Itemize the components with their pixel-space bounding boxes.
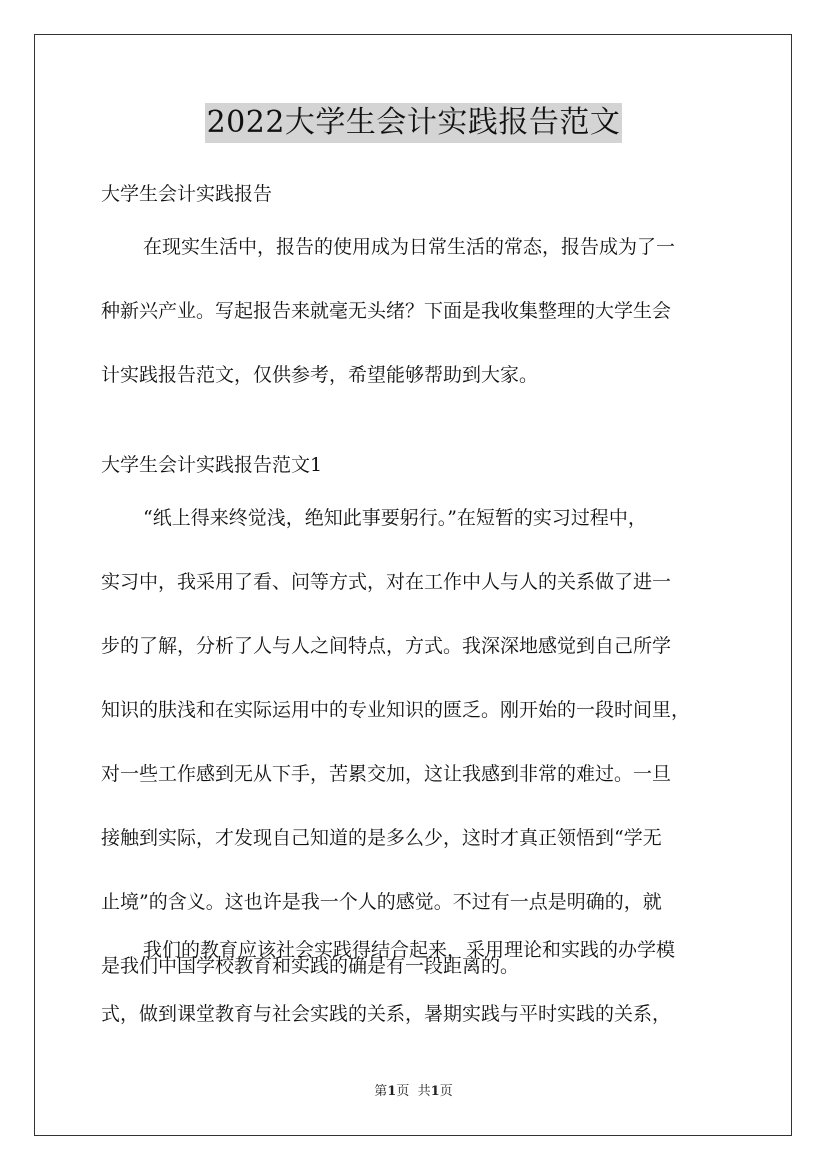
paragraph-line: 止境”的含义。这也许是我一个人的感觉。不过有一点是明确的，就 bbox=[101, 891, 662, 913]
page-prefix: 第 bbox=[374, 1084, 388, 1099]
subtitle: 大学生会计实践报告 bbox=[101, 183, 273, 205]
document-title: 2022大学生会计实践报告范文 bbox=[205, 103, 623, 143]
paragraph-line: 计实践报告范文，仅供参考，希望能够帮助到大家。 bbox=[101, 364, 539, 386]
paragraph-line: 我们的教育应该社会实践得结合起来，采用理论和实践的办学模 bbox=[143, 939, 676, 961]
page-number: 1 bbox=[387, 1084, 397, 1099]
page-footer bbox=[0, 1083, 827, 1101]
paragraph-line: 式，做到课堂教育与社会实践的关系，暑期实践与平时实践的关系， bbox=[101, 1003, 672, 1025]
paragraph-line: “纸上得来终觉浅，绝知此事要躬行。”在短暂的实习过程中， bbox=[143, 507, 647, 529]
paragraph-line: 种新兴产业。写起报告来就毫无头绪？下面是我收集整理的大学生会 bbox=[101, 300, 672, 322]
total-prefix: 共 bbox=[417, 1084, 431, 1099]
page-suffix: 页 bbox=[396, 1084, 410, 1099]
paragraph-line: 接触到实际，才发现自己知道的是多么少，这时才真正领悟到“学无 bbox=[101, 827, 662, 849]
total-pages: 1 bbox=[430, 1084, 440, 1099]
paragraph-line: 对一些工作感到无从下手，苦累交加，这让我感到非常的难过。一旦 bbox=[101, 763, 672, 785]
paragraph-line: 步的了解，分析了人与人之间特点，方式。我深深地感觉到自己所学 bbox=[101, 635, 672, 657]
paragraph-line: 知识的肤浅和在实际运用中的专业知识的匮乏。刚开始的一段时间里， bbox=[101, 699, 691, 721]
intro-paragraph bbox=[101, 215, 741, 407]
section-heading: 大学生会计实践报告范文1 bbox=[101, 454, 323, 476]
title-container bbox=[0, 103, 827, 143]
total-suffix: 页 bbox=[439, 1084, 453, 1099]
paragraph-line: 实习中，我采用了看、问等方式，对在工作中人与人的关系做了进一 bbox=[101, 571, 672, 593]
paragraph-line: 是我们中国学校教育和实践的确是有一段距离的。 bbox=[101, 955, 520, 977]
paragraph-line: 在现实生活中，报告的使用成为日常生活的常态，报告成为了一 bbox=[143, 236, 676, 258]
body-paragraph-2 bbox=[101, 918, 741, 1046]
